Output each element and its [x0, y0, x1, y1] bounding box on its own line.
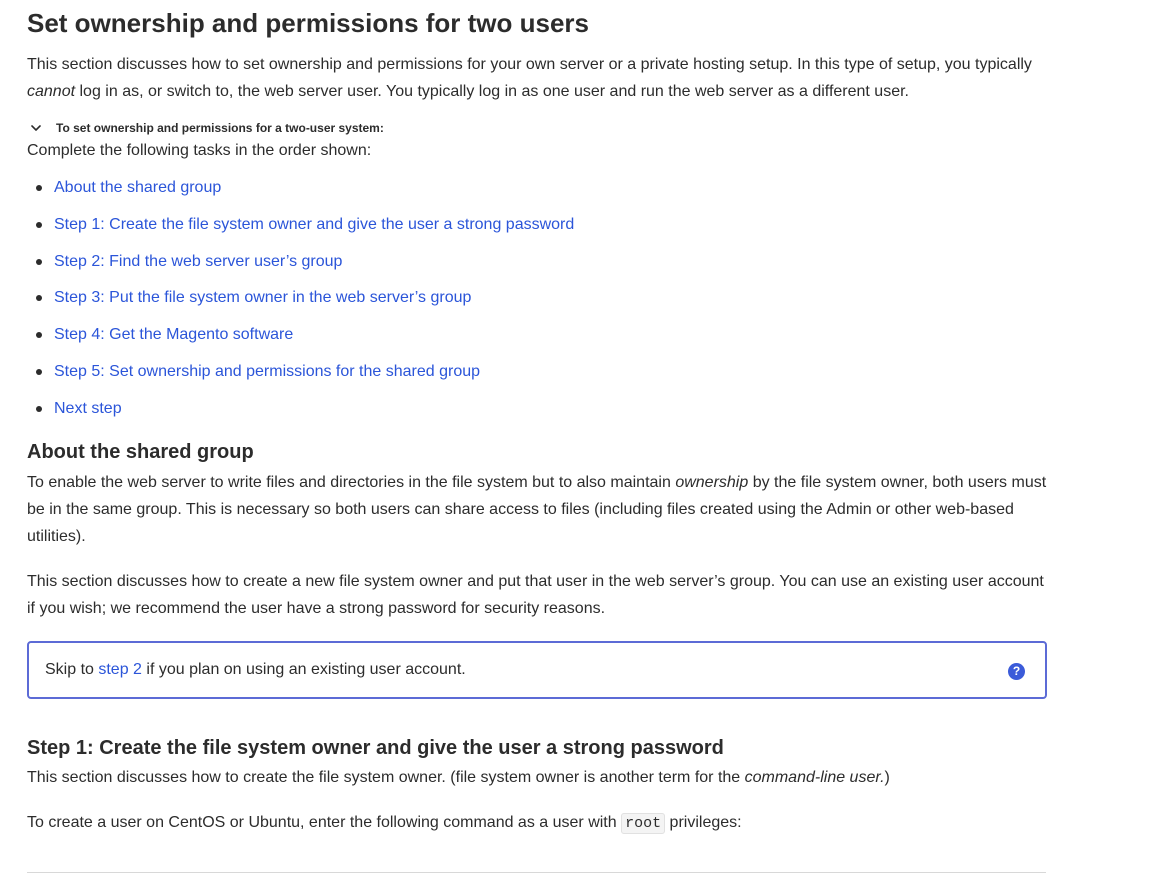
code-block-top-edge: [27, 872, 1046, 873]
bullet: [36, 295, 42, 301]
step1-heading: Step 1: Create the file system owner and give the user a strong password: [27, 736, 724, 759]
list-item: [27, 280, 1047, 317]
step-link-next[interactable]: Next step: [54, 399, 122, 417]
chevron-down-icon: [29, 121, 43, 135]
root-code: root: [621, 813, 665, 834]
step1-paragraph-1: This section discusses how to create the file system owner. (file system owner is another term for the command-line user.): [27, 768, 890, 786]
bullet: [36, 185, 42, 191]
steps-list: [27, 170, 1047, 428]
step-link-1[interactable]: Step 1: Create the file system owner and give the user a strong password: [54, 215, 575, 233]
page-title: Set ownership and permissions for two users: [27, 8, 590, 38]
step-link-2[interactable]: Step 2: Find the web server user’s group: [54, 252, 343, 270]
list-item: [27, 244, 1047, 281]
bullet: [36, 369, 42, 375]
step1-paragraph-2: To create a user on CentOS or Ubuntu, enter the following command as a user with root privileges:: [27, 813, 742, 832]
about-paragraph-1: To enable the web server to write files and directories in the file system but to also maintain ownership by the file system owner, both users must be in the same group. This is necessary so both users can share access to files (including files created using the Admin or other web-based utilities).: [27, 473, 1047, 545]
step-link-about[interactable]: About the shared group: [54, 179, 222, 196]
list-item: [27, 207, 1047, 244]
note-callout: [27, 641, 1047, 699]
intro-paragraph: This section discusses how to set ownership and permissions for your own server or a private hosting setup. In this type of setup, you typically cannot log in as, or switch to, the web server user. You typically log in as one user and run the web server as a different user.: [27, 56, 1032, 100]
bullet: [36, 406, 42, 412]
list-item: [27, 391, 1047, 428]
step-link-3[interactable]: Step 3: Put the file system owner in the web server’s group: [54, 289, 472, 307]
bullet: [36, 259, 42, 265]
bullet: [36, 332, 42, 338]
step-link-4[interactable]: Step 4: Get the Magento software: [54, 326, 294, 344]
list-item: [27, 354, 1047, 391]
help-icon: ?: [1008, 663, 1025, 680]
list-item: [27, 170, 1047, 207]
article-content: [27, 0, 1047, 837]
step-link-5[interactable]: Step 5: Set ownership and permissions for the shared group: [54, 362, 481, 380]
toggle-label: To set ownership and permissions for a two-user system:: [56, 121, 384, 135]
tasks-intro: Complete the following tasks in the order shown:: [27, 142, 372, 159]
bullet: [36, 222, 42, 228]
about-heading: About the shared group: [27, 440, 254, 463]
about-paragraph-2: This section discusses how to create a new file system owner and put that user in the web server’s group. You can use an existing user account if you wish; we recommend the user have a strong password for security reasons.: [27, 572, 1044, 617]
list-item: [27, 317, 1047, 354]
note-text: Skip to step 2 if you plan on using an existing user account.: [45, 660, 466, 678]
two-user-toggle[interactable]: [27, 120, 1047, 136]
step-2-link[interactable]: step 2: [98, 660, 142, 678]
